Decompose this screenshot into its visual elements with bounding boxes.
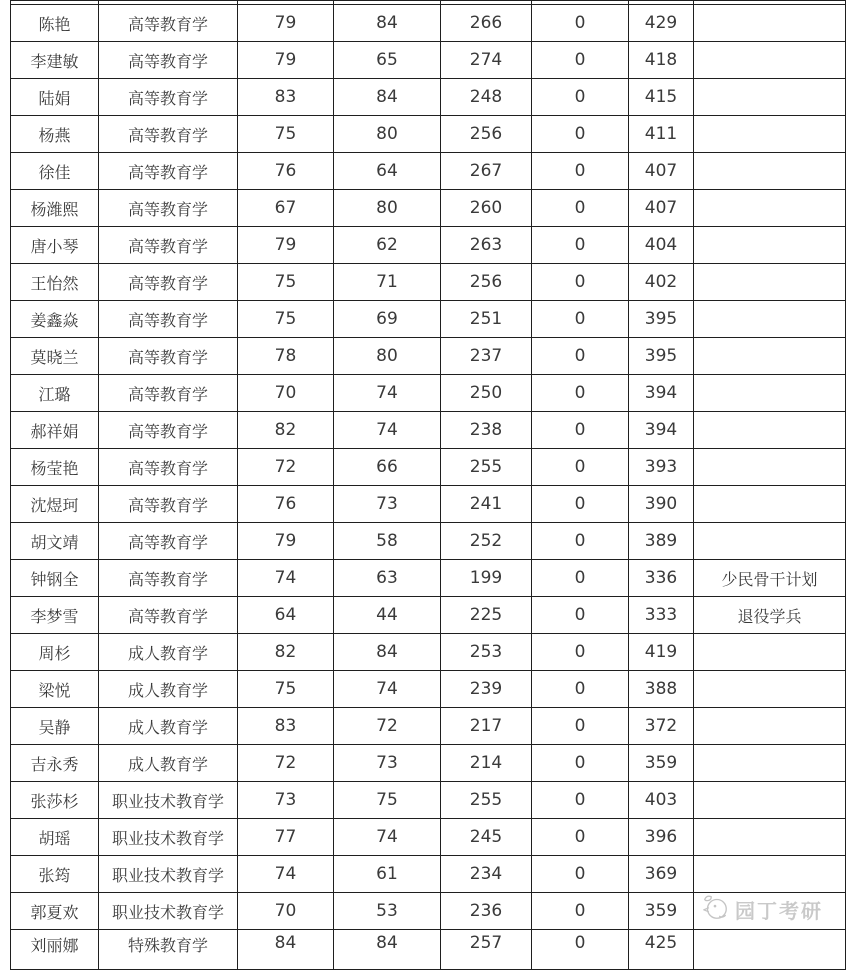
cell-score-3: 253: [441, 634, 532, 671]
cell-total: 388: [629, 671, 694, 708]
cell-score-4: 0: [532, 116, 629, 153]
cell-total: 402: [629, 264, 694, 301]
cell-score-3: 237: [441, 338, 532, 375]
cell-name: 陆娟: [11, 79, 99, 116]
cell-score-1: 79: [238, 227, 334, 264]
cell-remark: [694, 5, 846, 42]
cell-major: 高等教育学: [99, 486, 238, 523]
cell-total: 394: [629, 375, 694, 412]
cell-score-2: 62: [334, 227, 441, 264]
cell-name: 江璐: [11, 375, 99, 412]
cell-name: 李建敏: [11, 42, 99, 79]
cell-score-2: 80: [334, 338, 441, 375]
table-row: [11, 227, 846, 264]
table-row: [11, 412, 846, 449]
cell-score-1: 82: [238, 634, 334, 671]
cell-total: 396: [629, 819, 694, 856]
cell-name: 杨莹艳: [11, 449, 99, 486]
cell-major: 高等教育学: [99, 449, 238, 486]
cell-score-1: 74: [238, 560, 334, 597]
cell-score-2: 65: [334, 42, 441, 79]
cell-major: 高等教育学: [99, 190, 238, 227]
cell-score-2: 74: [334, 375, 441, 412]
cell-score-3: 234: [441, 856, 532, 893]
cell-major: 高等教育学: [99, 116, 238, 153]
table-row: [11, 671, 846, 708]
cell-score-4: 0: [532, 523, 629, 560]
cell-score-4: 0: [532, 264, 629, 301]
cell-total: 393: [629, 449, 694, 486]
cell-name: 梁悦: [11, 671, 99, 708]
cell-score-2: 75: [334, 782, 441, 819]
table-row: [11, 856, 846, 893]
cell-score-2: 66: [334, 449, 441, 486]
cell-remark: [694, 708, 846, 745]
cell-major: 高等教育学: [99, 375, 238, 412]
cell-remark: [694, 449, 846, 486]
cell-remark: [694, 856, 846, 893]
cell-score-2: 84: [334, 930, 441, 970]
cell-score-4: 0: [532, 227, 629, 264]
cell-major: 成人教育学: [99, 708, 238, 745]
cell-score-4: 0: [532, 190, 629, 227]
cell-score-1: 78: [238, 338, 334, 375]
table-row: [11, 745, 846, 782]
cell-name: 钟钢全: [11, 560, 99, 597]
cell-total: 415: [629, 79, 694, 116]
table-row: [11, 819, 846, 856]
cell-remark: [694, 227, 846, 264]
cell-score-3: 241: [441, 486, 532, 523]
cell-score-4: 0: [532, 79, 629, 116]
cell-name: 莫晓兰: [11, 338, 99, 375]
cell-major: 成人教育学: [99, 671, 238, 708]
cell-remark: [694, 79, 846, 116]
cell-score-3: 217: [441, 708, 532, 745]
cell-score-2: 44: [334, 597, 441, 634]
cell-total: 395: [629, 301, 694, 338]
cell-score-4: 0: [532, 412, 629, 449]
cell-remark: [694, 523, 846, 560]
cell-score-3: 266: [441, 5, 532, 42]
table-row: [11, 523, 846, 560]
cell-score-4: 0: [532, 708, 629, 745]
cell-major: 高等教育学: [99, 560, 238, 597]
cell-score-3: 251: [441, 301, 532, 338]
score-table-body: [11, 1, 846, 970]
cell-name: 杨燕: [11, 116, 99, 153]
cell-score-4: 0: [532, 486, 629, 523]
cell-major: 高等教育学: [99, 79, 238, 116]
cell-score-1: 79: [238, 523, 334, 560]
cell-name: 姜鑫焱: [11, 301, 99, 338]
cell-score-4: 0: [532, 301, 629, 338]
cell-total: 411: [629, 116, 694, 153]
table-row: [11, 338, 846, 375]
cell-total: 390: [629, 486, 694, 523]
cell-name: 周杉: [11, 634, 99, 671]
cell-remark: 退役学兵: [694, 597, 846, 634]
cell-total: 429: [629, 5, 694, 42]
cell-score-3: 245: [441, 819, 532, 856]
cell-score-4: 0: [532, 338, 629, 375]
table-row: [11, 560, 846, 597]
cell-score-2: 73: [334, 486, 441, 523]
cell-total: 418: [629, 42, 694, 79]
cell-score-3: 255: [441, 782, 532, 819]
score-table: [10, 0, 846, 970]
cell-total: 404: [629, 227, 694, 264]
cell-score-1: 76: [238, 153, 334, 190]
table-row: [11, 42, 846, 79]
cell-name: 唐小琴: [11, 227, 99, 264]
cell-score-2: 84: [334, 79, 441, 116]
cell-total: 394: [629, 412, 694, 449]
cell-score-3: 267: [441, 153, 532, 190]
cell-name: 郝祥娟: [11, 412, 99, 449]
cell-total: 403: [629, 782, 694, 819]
cell-score-1: 72: [238, 449, 334, 486]
cell-score-1: 79: [238, 5, 334, 42]
cell-score-1: 75: [238, 264, 334, 301]
table-row: [11, 301, 846, 338]
cell-score-3: 256: [441, 116, 532, 153]
cell-remark: [694, 782, 846, 819]
cell-score-1: 76: [238, 486, 334, 523]
cell-major: 高等教育学: [99, 153, 238, 190]
cell-total: 359: [629, 745, 694, 782]
table-row: [11, 5, 846, 42]
cell-major: 高等教育学: [99, 412, 238, 449]
cell-score-2: 84: [334, 5, 441, 42]
cell-score-1: 77: [238, 819, 334, 856]
cell-score-1: 70: [238, 893, 334, 930]
cell-remark: [694, 930, 846, 970]
cell-major: 成人教育学: [99, 634, 238, 671]
cell-score-1: 72: [238, 745, 334, 782]
cell-score-3: 252: [441, 523, 532, 560]
table-row: [11, 486, 846, 523]
cell-total: 425: [629, 930, 694, 970]
cell-score-4: 0: [532, 5, 629, 42]
cell-score-4: 0: [532, 375, 629, 412]
cell-major: 高等教育学: [99, 523, 238, 560]
cell-name: 杨潍熙: [11, 190, 99, 227]
cell-total: 419: [629, 634, 694, 671]
cell-score-2: 71: [334, 264, 441, 301]
table-row: [11, 153, 846, 190]
cell-remark: [694, 412, 846, 449]
cell-major: 高等教育学: [99, 227, 238, 264]
cell-score-4: 0: [532, 745, 629, 782]
cell-total: 407: [629, 153, 694, 190]
cell-score-2: 63: [334, 560, 441, 597]
cell-score-3: 214: [441, 745, 532, 782]
cell-remark: [694, 338, 846, 375]
cell-major: 高等教育学: [99, 597, 238, 634]
cell-score-3: 225: [441, 597, 532, 634]
cell-name: 吉永秀: [11, 745, 99, 782]
cell-remark: [694, 486, 846, 523]
cell-score-3: 239: [441, 671, 532, 708]
cell-total: 395: [629, 338, 694, 375]
cell-score-4: 0: [532, 856, 629, 893]
cell-score-1: 70: [238, 375, 334, 412]
cell-score-2: 53: [334, 893, 441, 930]
cell-major: 职业技术教育学: [99, 782, 238, 819]
cell-score-2: 69: [334, 301, 441, 338]
cell-total: 333: [629, 597, 694, 634]
cell-name: 张筠: [11, 856, 99, 893]
cell-score-1: 67: [238, 190, 334, 227]
cell-score-3: 255: [441, 449, 532, 486]
cell-name: 张莎杉: [11, 782, 99, 819]
cell-total: 336: [629, 560, 694, 597]
table-row: [11, 597, 846, 634]
cell-total: 407: [629, 190, 694, 227]
cell-score-4: 0: [532, 930, 629, 970]
cell-score-3: 257: [441, 930, 532, 970]
cell-score-2: 84: [334, 634, 441, 671]
cell-remark: [694, 264, 846, 301]
cell-name: 李梦雪: [11, 597, 99, 634]
cell-score-3: 199: [441, 560, 532, 597]
cell-remark: 少民骨干计划: [694, 560, 846, 597]
cell-score-3: 236: [441, 893, 532, 930]
cell-score-1: 82: [238, 412, 334, 449]
cell-score-4: 0: [532, 42, 629, 79]
cell-major: 高等教育学: [99, 264, 238, 301]
cell-name: 吴静: [11, 708, 99, 745]
cell-score-4: 0: [532, 634, 629, 671]
cell-remark: [694, 42, 846, 79]
cell-score-2: 64: [334, 153, 441, 190]
cell-major: 职业技术教育学: [99, 819, 238, 856]
cell-score-1: 79: [238, 42, 334, 79]
table-row: [11, 708, 846, 745]
cell-name: 徐佳: [11, 153, 99, 190]
cell-score-4: 0: [532, 671, 629, 708]
cell-score-3: 260: [441, 190, 532, 227]
cell-score-2: 74: [334, 671, 441, 708]
cell-name: 沈煜珂: [11, 486, 99, 523]
cell-remark: [694, 301, 846, 338]
cell-score-2: 80: [334, 116, 441, 153]
cell-name: 胡文靖: [11, 523, 99, 560]
cell-score-3: 274: [441, 42, 532, 79]
cell-score-4: 0: [532, 449, 629, 486]
cell-score-4: 0: [532, 819, 629, 856]
cell-score-3: 263: [441, 227, 532, 264]
cell-score-4: 0: [532, 893, 629, 930]
cell-total: 369: [629, 856, 694, 893]
table-row: [11, 782, 846, 819]
cell-name: 王怡然: [11, 264, 99, 301]
cell-remark: [694, 745, 846, 782]
table-row: [11, 634, 846, 671]
cell-score-1: 73: [238, 782, 334, 819]
cell-total: 372: [629, 708, 694, 745]
cell-score-1: 74: [238, 856, 334, 893]
cell-score-3: 250: [441, 375, 532, 412]
cell-score-1: 75: [238, 116, 334, 153]
table-row: [11, 79, 846, 116]
cell-score-1: 64: [238, 597, 334, 634]
cell-score-2: 80: [334, 190, 441, 227]
cell-remark: [694, 190, 846, 227]
cell-remark: [694, 819, 846, 856]
cell-name: 郭夏欢: [11, 893, 99, 930]
cell-score-3: 256: [441, 264, 532, 301]
cell-major: 职业技术教育学: [99, 856, 238, 893]
cell-score-2: 74: [334, 412, 441, 449]
cell-score-1: 83: [238, 708, 334, 745]
cell-remark: [694, 671, 846, 708]
table-row: [11, 264, 846, 301]
cell-remark: [694, 153, 846, 190]
cell-name: 胡瑶: [11, 819, 99, 856]
table-row: [11, 893, 846, 930]
cell-remark: [694, 893, 846, 930]
cell-score-4: 0: [532, 560, 629, 597]
cell-total: 359: [629, 893, 694, 930]
table-row: [11, 190, 846, 227]
cell-remark: [694, 634, 846, 671]
cell-major: 高等教育学: [99, 5, 238, 42]
cell-name: 陈艳: [11, 5, 99, 42]
cell-total: 389: [629, 523, 694, 560]
cell-major: 高等教育学: [99, 301, 238, 338]
cell-score-3: 238: [441, 412, 532, 449]
table-row: [11, 375, 846, 412]
cell-score-2: 58: [334, 523, 441, 560]
cell-name: 刘丽娜: [11, 930, 99, 970]
cell-score-1: 75: [238, 301, 334, 338]
cell-score-4: 0: [532, 597, 629, 634]
cell-remark: [694, 375, 846, 412]
cell-remark: [694, 116, 846, 153]
table-row: [11, 930, 846, 970]
cell-score-2: 74: [334, 819, 441, 856]
cell-major: 特殊教育学: [99, 930, 238, 970]
cell-major: 高等教育学: [99, 338, 238, 375]
cell-score-3: 248: [441, 79, 532, 116]
cell-score-4: 0: [532, 153, 629, 190]
cell-major: 成人教育学: [99, 745, 238, 782]
cell-score-1: 75: [238, 671, 334, 708]
cell-score-4: 0: [532, 782, 629, 819]
table-row: [11, 449, 846, 486]
cell-score-2: 73: [334, 745, 441, 782]
cell-score-2: 72: [334, 708, 441, 745]
cell-score-2: 61: [334, 856, 441, 893]
cell-score-1: 83: [238, 79, 334, 116]
cell-major: 职业技术教育学: [99, 893, 238, 930]
table-row: [11, 116, 846, 153]
cell-score-1: 84: [238, 930, 334, 970]
cell-major: 高等教育学: [99, 42, 238, 79]
watermark-text: 园丁考研: [735, 898, 823, 923]
